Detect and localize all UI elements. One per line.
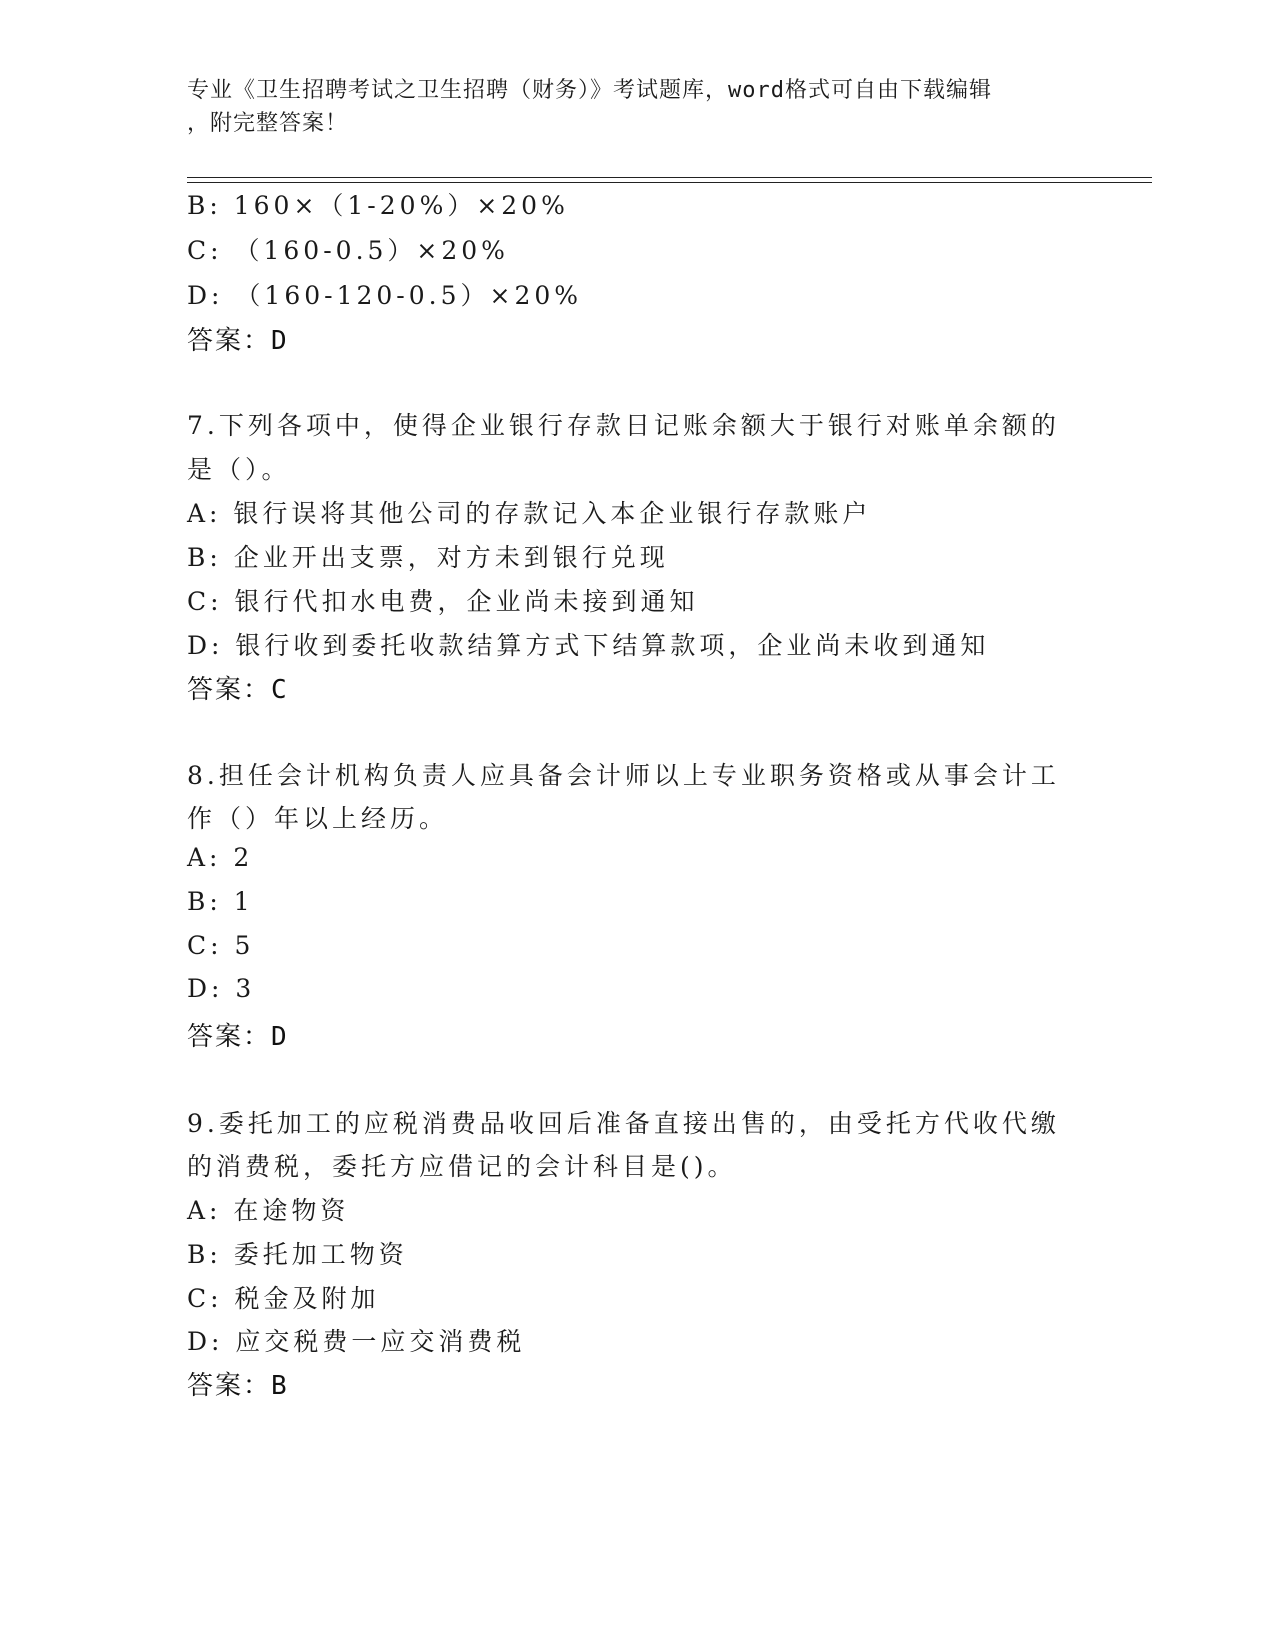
q7-answer: 答案：C	[187, 675, 289, 705]
header-rule-bottom	[187, 182, 1152, 183]
q8-option-a: A: 2	[187, 843, 254, 872]
header-line-2: ，附完整答案！	[187, 111, 349, 136]
q6-answer: 答案：D	[187, 326, 289, 356]
q7-option-b: B: 企业开出支票，对方未到银行兑现	[187, 543, 669, 572]
q8-stem-line-1: 8.担任会计机构负责人应具备会计师以上专业职务资格或从事会计工	[187, 761, 1060, 790]
q7-option-d: D: 银行收到委托收款结算方式下结算款项，企业尚未收到通知	[187, 631, 990, 660]
q6-option-d: D: （160-120-0.5）×20%	[187, 281, 583, 310]
q7-stem-line-2: 是（）。	[187, 455, 291, 484]
q9-option-c: C: 税金及附加	[187, 1284, 380, 1313]
q9-option-a: A: 在途物资	[187, 1196, 350, 1225]
q8-option-d: D: 3	[187, 974, 256, 1003]
header-rule-top	[187, 177, 1152, 178]
q7-option-a: A: 银行误将其他公司的存款记入本企业银行存款账户	[187, 499, 872, 528]
q9-option-d: D: 应交税费一应交消费税	[187, 1327, 526, 1356]
q9-stem-line-1: 9.委托加工的应税消费品收回后准备直接出售的，由受托方代收代缴	[187, 1109, 1060, 1138]
q7-option-c: C: 银行代扣水电费，企业尚未接到通知	[187, 587, 699, 616]
q8-option-b: B: 1	[187, 887, 254, 916]
q8-stem-line-2: 作（）年以上经历。	[187, 804, 449, 833]
q9-answer: 答案：B	[187, 1371, 289, 1401]
header-line-1: 专业《卫生招聘考试之卫生招聘（财务）》考试题库，word格式可自由下载编辑	[187, 78, 992, 103]
q9-stem-line-2: 的消费税，委托方应借记的会计科目是()。	[187, 1152, 737, 1181]
q7-stem-line-1: 7.下列各项中，使得企业银行存款日记账余额大于银行对账单余额的	[187, 411, 1060, 440]
q6-option-c: C: （160-0.5）×20%	[187, 236, 509, 265]
q8-answer: 答案：D	[187, 1022, 289, 1052]
q9-option-b: B: 委托加工物资	[187, 1240, 408, 1269]
document-header	[187, 74, 1067, 140]
q8-option-c: C: 5	[187, 931, 255, 960]
q6-option-b: B: 160×（1-20%）×20%	[187, 191, 569, 220]
